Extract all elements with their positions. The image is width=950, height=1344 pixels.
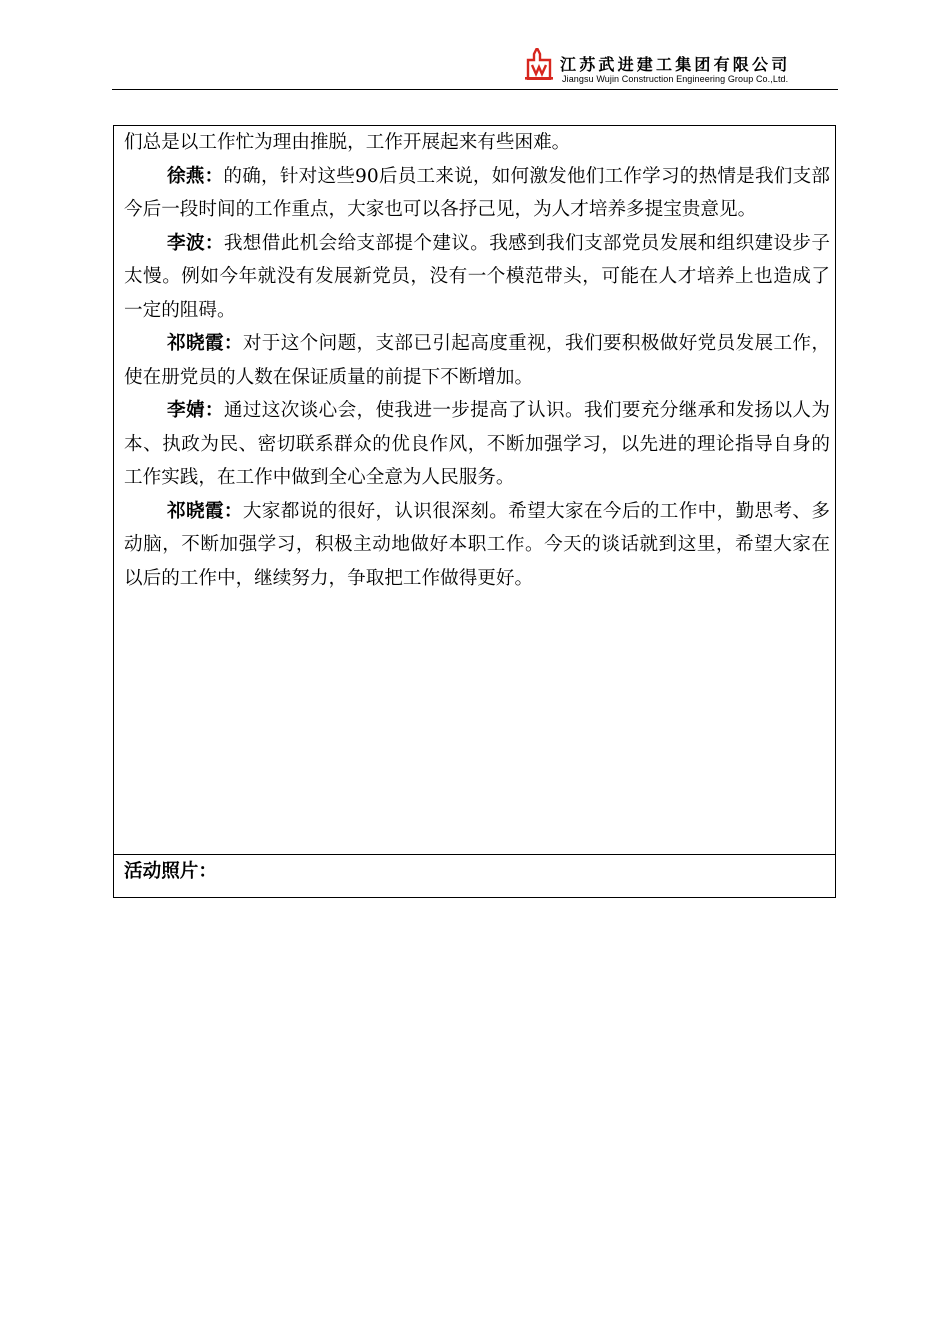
dialogue-paragraph <box>124 227 830 328</box>
table-row-divider <box>114 854 835 855</box>
speaker-name: 祁晓霞： <box>167 333 243 354</box>
company-name-en: Jiangsu Wujin Construction Engineering Group Co.,Ltd. <box>562 74 789 84</box>
dialogue-paragraph <box>124 160 830 227</box>
speaker-name: 祁晓霞： <box>167 500 243 522</box>
speech-text: 通过这次谈心会，使我进一步提高了认识。我们要充分继承和发扬以人为本、执政为民、密切联系群众的优良作风，不断加强学习，以先进的理论指导自身的工作实践，在工作中做到全心全意为人民服务。 <box>124 400 830 488</box>
dialogue-paragraph <box>124 495 830 596</box>
speech-text: 大家都说的很好，认识很深刻。希望大家在今后的工作中，勤思考、多动脑，不断加强学习，积极主动地做好本职工作。今天的谈话就到这里，希望大家在以后的工作中，继续努力，争取把工作做得更好。 <box>124 500 830 589</box>
header-divider <box>112 89 838 90</box>
speaker-name: 李波： <box>167 232 224 254</box>
company-name-cn: 江苏武进建工集团有限公司 <box>560 55 791 74</box>
meeting-content <box>124 126 830 595</box>
dialogue-paragraph <box>124 394 830 495</box>
speaker-name: 徐燕： <box>167 165 224 187</box>
speech-text: 我想借此机会给支部提个建议。我感到我们支部党员发展和组织建设步子太慢。例如今年就没有发展新党员，没有一个模范带头，可能在人才培养上也造成了一定的阻碍。 <box>124 232 830 321</box>
speaker-name: 李婧： <box>167 400 224 421</box>
record-table <box>113 125 836 898</box>
page-header <box>112 40 838 92</box>
activity-photos-label: 活动照片： <box>124 861 217 882</box>
company-logo-icon <box>524 48 554 80</box>
continued-paragraph: 们总是以工作忙为理由推脱，工作开展起来有些困难。 <box>124 132 571 153</box>
speech-text: 对于这个问题，支部已引起高度重视，我们要积极做好党员发展工作，使在册党员的人数在保证质量的前提下不断增加。 <box>124 333 830 388</box>
dialogue-paragraph <box>124 327 830 394</box>
speech-text: 的确，针对这些90后员工来说，如何激发他们工作学习的热情是我们支部今后一段时间的工作重点，大家也可以各抒己见，为人才培养多提宝贵意见。 <box>124 165 830 220</box>
